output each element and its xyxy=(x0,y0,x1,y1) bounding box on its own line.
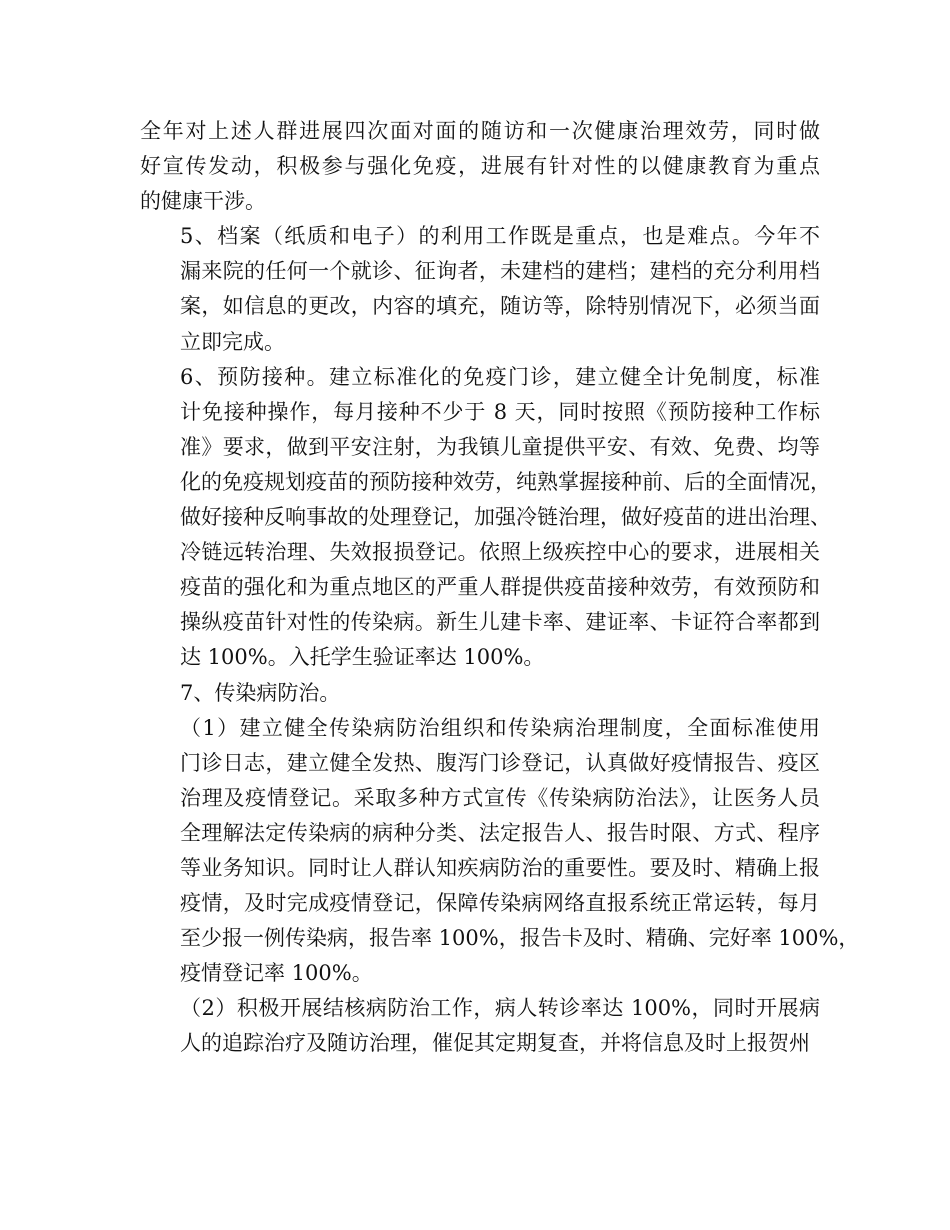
text-line: 的健康干涉。 xyxy=(140,189,266,214)
text-line: 全理解法定传染病的病种分类、法定报告人、报告时限、方式、程序 xyxy=(180,820,820,845)
text-line: 计免接种操作，每月接种不少于 8 天，同时按照《预防接种工作标 xyxy=(180,399,820,424)
text-line: 疫情登记率 100%。 xyxy=(180,961,373,986)
paragraph xyxy=(140,219,820,359)
text-line: 5、档案（纸质和电子）的利用工作既是重点，也是难点。今年不 xyxy=(180,224,820,249)
text-line: 等业务知识。同时让人群认知疾病防治的重要性。要及时、精确上报 xyxy=(180,855,820,880)
text-line: （2）积极开展结核病防治工作，病人转诊率达 100%，同时开展病 xyxy=(180,996,820,1021)
document-body xyxy=(140,114,860,1062)
text-line: （1）建立健全传染病防治组织和传染病治理制度，全面标准使用 xyxy=(180,715,820,740)
text-line: 立即完成。 xyxy=(180,329,285,354)
text-line: 达 100%。入托学生验证率达 100%。 xyxy=(180,645,545,670)
paragraph xyxy=(140,360,831,676)
text-line: 冷链远转治理、失效报损登记。依照上级疾控中心的要求，进展相关 xyxy=(180,540,820,565)
text-line: 疫情，及时完成疫情登记，保障传染病网络直报系统正常运转，每月 xyxy=(180,891,820,916)
text-line: 全年对上述人群进展四次面对面的随访和一次健康治理效劳，同时做 xyxy=(140,119,820,143)
text-line: 化的免疫规划疫苗的预防接种效劳，纯熟掌握接种前、后的全面情况， xyxy=(180,469,831,494)
paragraph xyxy=(140,676,820,711)
text-line: 好宣传发动，积极参与强化免疫，进展有针对性的以健康教育为重点 xyxy=(140,154,820,179)
paragraph xyxy=(140,114,820,219)
text-line: 案，如信息的更改，内容的填充，随访等，除特别情况下，必须当面 xyxy=(180,294,820,319)
paragraph xyxy=(140,711,860,992)
text-line: 疫苗的强化和为重点地区的严重人群提供疫苗接种效劳，有效预防和 xyxy=(180,575,820,600)
text-line: 6、预防接种。建立标准化的免疫门诊，建立健全计免制度，标准 xyxy=(180,364,820,389)
paragraph xyxy=(140,991,820,1061)
text-line: 做好接种反响事故的处理登记，加强冷链治理，做好疫苗的进出治理、 xyxy=(180,505,831,530)
text-line: 至少报一例传染病，报告率 100%，报告卡及时、精确、完好率 100%， xyxy=(180,926,860,951)
text-line: 漏来院的任何一个就诊、征询者，未建档的建档；建档的充分利用档 xyxy=(180,259,820,284)
text-line: 治理及疫情登记。采取多种方式宣传《传染病防治法》，让医务人员 xyxy=(180,785,820,810)
text-line: 门诊日志，建立健全发热、腹泻门诊登记，认真做好疫情报告、疫区 xyxy=(180,750,820,775)
text-line: 操纵疫苗针对性的传染病。新生儿建卡率、建证率、卡证符合率都到 xyxy=(180,610,820,635)
text-line: 人的追踪治疗及随访治理，催促其定期复查，并将信息及时上报贺州 xyxy=(180,1031,810,1056)
text-line: 7、传染病防治。 xyxy=(180,680,341,705)
text-line: 准》要求，做到平安注射，为我镇儿童提供平安、有效、免费、均等 xyxy=(180,434,820,459)
